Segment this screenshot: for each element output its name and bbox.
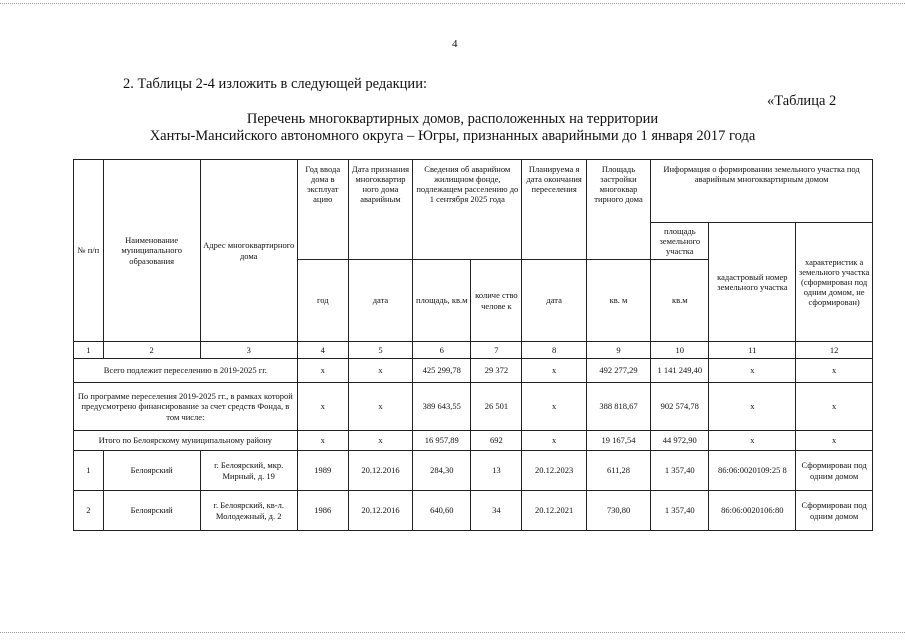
unit-date: дата <box>348 260 412 342</box>
table-cell: х <box>709 383 796 431</box>
unit-year: год <box>297 260 348 342</box>
table-cell: 26 501 <box>471 383 522 431</box>
table-cell: 425 299,78 <box>413 359 471 383</box>
header-date-recognized: Дата признания многоквартир ного дома аварийным <box>348 160 412 260</box>
table-cell: 34 <box>471 491 522 531</box>
table-cell: х <box>348 359 412 383</box>
table-cell: Белоярский <box>103 491 200 531</box>
total-label: Всего подлежит переселению в 2019-2025 гг. <box>74 359 298 383</box>
table-row <box>74 491 873 531</box>
header-cadastral: кадастровый номер земельного участка <box>709 223 796 342</box>
col-num: 3 <box>200 342 297 359</box>
table-cell: 20.12.2016 <box>348 491 412 531</box>
top-edge-line <box>0 3 905 4</box>
col-num: 6 <box>413 342 471 359</box>
table-cell: 86:06:0020109:25 8 <box>709 451 796 491</box>
table-cell: х <box>522 383 586 431</box>
table-cell: 13 <box>471 451 522 491</box>
table-cell: 284,30 <box>413 451 471 491</box>
table-cell: 388 818,67 <box>586 383 650 431</box>
total-row <box>74 359 873 383</box>
table-cell: 20.12.2016 <box>348 451 412 491</box>
col-num: 12 <box>796 342 873 359</box>
table-cell: 640,60 <box>413 491 471 531</box>
header-building-area: Площадь застройки многоквар тирного дома <box>586 160 650 260</box>
bottom-edge-line <box>0 632 905 633</box>
total-label: Итого по Белоярскому муниципальному району <box>74 431 298 451</box>
unit-date-2: дата <box>522 260 586 342</box>
total-row <box>74 431 873 451</box>
table-cell: 1986 <box>297 491 348 531</box>
unit-kvm-2: кв.м <box>651 260 709 342</box>
table-cell: х <box>348 383 412 431</box>
header-characteristic: характеристик а земельного участка (сформирован под одним домом, не сформирован) <box>796 223 873 342</box>
header-row-1 <box>74 160 873 223</box>
unit-people: количе ство челове к <box>471 260 522 342</box>
col-num: 5 <box>348 342 412 359</box>
table-cell: х <box>348 431 412 451</box>
col-num: 11 <box>709 342 796 359</box>
header-num: № п/п <box>74 160 104 342</box>
table-cell: Сформирован под одним домом <box>796 451 873 491</box>
header-municipality: Наименование муниципального образования <box>103 160 200 342</box>
table-cell: х <box>796 431 873 451</box>
total-row <box>74 383 873 431</box>
table-cell: х <box>297 359 348 383</box>
table-cell: х <box>297 431 348 451</box>
table-cell: 29 372 <box>471 359 522 383</box>
table-cell: 1989 <box>297 451 348 491</box>
page-number: 4 <box>452 38 458 50</box>
header-address: Адрес многоквартирного дома <box>200 160 297 342</box>
table-cell: Сформирован под одним домом <box>796 491 873 531</box>
header-info-fund: Сведения об аварийном жилищном фонде, подлежащем расселению до 1 сентября 2025 года <box>413 160 522 260</box>
unit-area: площадь, кв.м <box>413 260 471 342</box>
table-cell: х <box>709 359 796 383</box>
total-label: По программе переселения 2019-2025 гг., в рамках которой предусмотрено финансирование за счет средств Фонда, в том числе: <box>74 383 298 431</box>
table-cell: Белоярский <box>103 451 200 491</box>
col-num: 7 <box>471 342 522 359</box>
col-num: 10 <box>651 342 709 359</box>
intro-text: 2. Таблицы 2-4 изложить в следующей редакции: <box>123 76 427 92</box>
table-cell: 492 277,29 <box>586 359 650 383</box>
table-label: «Таблица 2 <box>767 93 837 109</box>
table-cell: х <box>522 359 586 383</box>
header-planned-date: Планируема я дата окончания переселения <box>522 160 586 260</box>
table-title-line2: Ханты-Мансийского автономного округа – Югры, признанных аварийными до 1 января 2017 года <box>149 128 756 144</box>
column-number-row <box>74 342 873 359</box>
table-cell: г. Белоярский, мкр. Мирный, д. 19 <box>200 451 297 491</box>
col-num: 4 <box>297 342 348 359</box>
table-cell: х <box>709 431 796 451</box>
table-cell: 902 574,78 <box>651 383 709 431</box>
table-cell: 20.12.2023 <box>522 451 586 491</box>
table-cell: 44 972,90 <box>651 431 709 451</box>
table-cell: х <box>522 431 586 451</box>
table-title-line1: Перечень многоквартирных домов, расположенных на территории <box>246 111 659 127</box>
header-land-info: Информация о формировании земельного участка под аварийным многоквартирным домом <box>651 160 873 223</box>
table-cell: 730,80 <box>586 491 650 531</box>
header-land-area: площадь земельного участка <box>651 223 709 260</box>
table-cell: 1 357,40 <box>651 451 709 491</box>
table-cell: 389 643,55 <box>413 383 471 431</box>
table-cell: х <box>796 383 873 431</box>
col-num: 1 <box>74 342 104 359</box>
unit-kvm: кв. м <box>586 260 650 342</box>
table-cell: 86:06:0020106:80 <box>709 491 796 531</box>
table-cell: х <box>796 359 873 383</box>
table-cell: 611,28 <box>586 451 650 491</box>
table-cell: х <box>297 383 348 431</box>
table-row <box>74 451 873 491</box>
col-num: 9 <box>586 342 650 359</box>
table-cell: 1 357,40 <box>651 491 709 531</box>
table-cell: 692 <box>471 431 522 451</box>
col-num: 8 <box>522 342 586 359</box>
table-cell: 20.12.2021 <box>522 491 586 531</box>
table-cell: 2 <box>74 491 104 531</box>
table-cell: г. Белоярский, кв-л. Молодежный, д. 2 <box>200 491 297 531</box>
header-year: Год ввода дома в эксплуат ацию <box>297 160 348 260</box>
table-cell: 16 957,89 <box>413 431 471 451</box>
col-num: 2 <box>103 342 200 359</box>
table-cell: 19 167,54 <box>586 431 650 451</box>
houses-table <box>73 159 873 531</box>
table-cell: 1 <box>74 451 104 491</box>
table-cell: 1 141 249,40 <box>651 359 709 383</box>
